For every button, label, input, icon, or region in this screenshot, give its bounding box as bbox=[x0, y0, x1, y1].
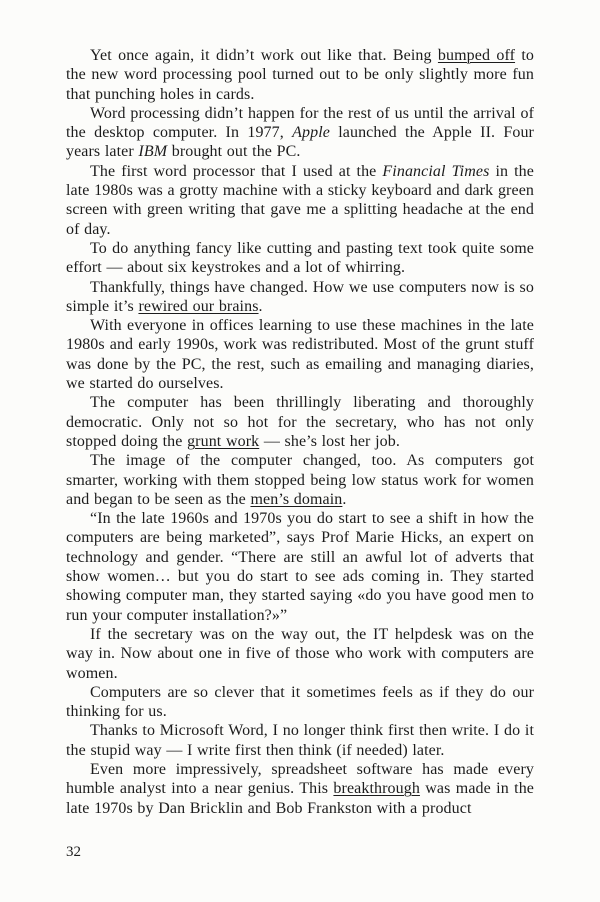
text-segment: The computer has been thrillingly liberating and thoroughly democratic. Only not so hot for the secretary, who has not only stopped doing the bbox=[66, 394, 534, 450]
text-segment: To do anything fancy like cutting and pasting text took quite some effort — about six keystrokes and a lot of whirring. bbox=[66, 239, 534, 277]
paragraph bbox=[66, 393, 534, 451]
text-segment: to the new word processing pool turned out to be only slightly more fun that punching holes in cards. bbox=[66, 47, 534, 103]
text-segment: was made in the late 1970s by Dan Bricklin and Bob Frankston with a product bbox=[66, 780, 535, 817]
text-segment: brought out the PC. bbox=[167, 143, 301, 161]
body-text bbox=[66, 46, 534, 818]
text-segment: in the late 1980s was a grotty machine with a sticky keyboard and dark green screen with green writing that gave me a splitting headache at the end of day. bbox=[66, 162, 534, 238]
text-segment: With everyone in offices learning to use these machines in the late 1980s and early 1990s, work was redistributed. Most of the grunt stuff was done by the PC, the rest, such as emailing and managing diaries, we started do ourselves. bbox=[66, 317, 534, 393]
underlined-text: men’s domain bbox=[250, 490, 343, 508]
text-segment: Yet once again, it didn’t work out like that. Being bbox=[90, 47, 438, 64]
text-segment: . bbox=[342, 490, 347, 508]
paragraph bbox=[66, 451, 534, 509]
paragraph bbox=[66, 760, 534, 818]
text-segment: Thanks to Microsoft Word, I no longer think first then write. I do it the stupid way — I write first then think (if needed) later. bbox=[66, 722, 534, 759]
text-segment: If the secretary was on the way out, the IT helpdesk was on the way in. Now about one in five of those who work with computers are women. bbox=[66, 625, 534, 682]
text-segment: “In the late 1960s and 1970s you do start to see a shift in how the computers are being marketed”, says Prof Marie Hicks, an expert on technology and gender. “There are still an awful lot of adverts that show women… but you do start to see ads coming in. They started showing computer man, they started saying «do you have good men to run your computer installation?»” bbox=[66, 510, 534, 624]
text-segment: Thankfully, things have changed. How we use computers now is so simple it’s bbox=[66, 278, 534, 315]
paragraph bbox=[66, 509, 534, 625]
paragraph bbox=[66, 316, 534, 393]
paragraph bbox=[66, 162, 534, 239]
paragraph bbox=[66, 721, 534, 760]
underlined-text: bumped off bbox=[437, 47, 516, 64]
text-segment: The image of the computer changed, too. As computers got smarter, working with them stopped being low status work for women and began to be seen as the bbox=[66, 452, 534, 508]
text-segment: The first word processor that I used at the bbox=[90, 162, 383, 180]
paragraph bbox=[66, 239, 534, 278]
paragraph bbox=[66, 625, 534, 683]
paragraph bbox=[66, 46, 534, 104]
italic-text: IBM bbox=[138, 143, 168, 161]
paragraph bbox=[66, 104, 534, 162]
page-number: 32 bbox=[66, 844, 81, 860]
text-segment: Computers are so clever that it sometimes feels as if they do our thinking for us. bbox=[66, 683, 534, 721]
text-segment: Even more impressively, spreadsheet software has made every humble analyst into a near genius. This bbox=[66, 760, 534, 798]
paragraph bbox=[66, 683, 534, 722]
text-segment: launched the Apple II. Four years later bbox=[66, 124, 534, 161]
underlined-text: grunt work bbox=[187, 432, 260, 450]
italic-text: Apple bbox=[292, 124, 330, 142]
paragraph bbox=[66, 278, 534, 317]
underlined-text: breakthrough bbox=[333, 780, 420, 798]
text-segment: Word processing didn’t happen for the rest of us until the arrival of the desktop computer. In 1977, bbox=[66, 104, 534, 142]
text-segment: — she’s lost her job. bbox=[259, 432, 400, 450]
underlined-text: rewired our brains bbox=[138, 297, 259, 315]
italic-text: Financial Times bbox=[382, 162, 490, 180]
text-segment: . bbox=[258, 297, 263, 315]
